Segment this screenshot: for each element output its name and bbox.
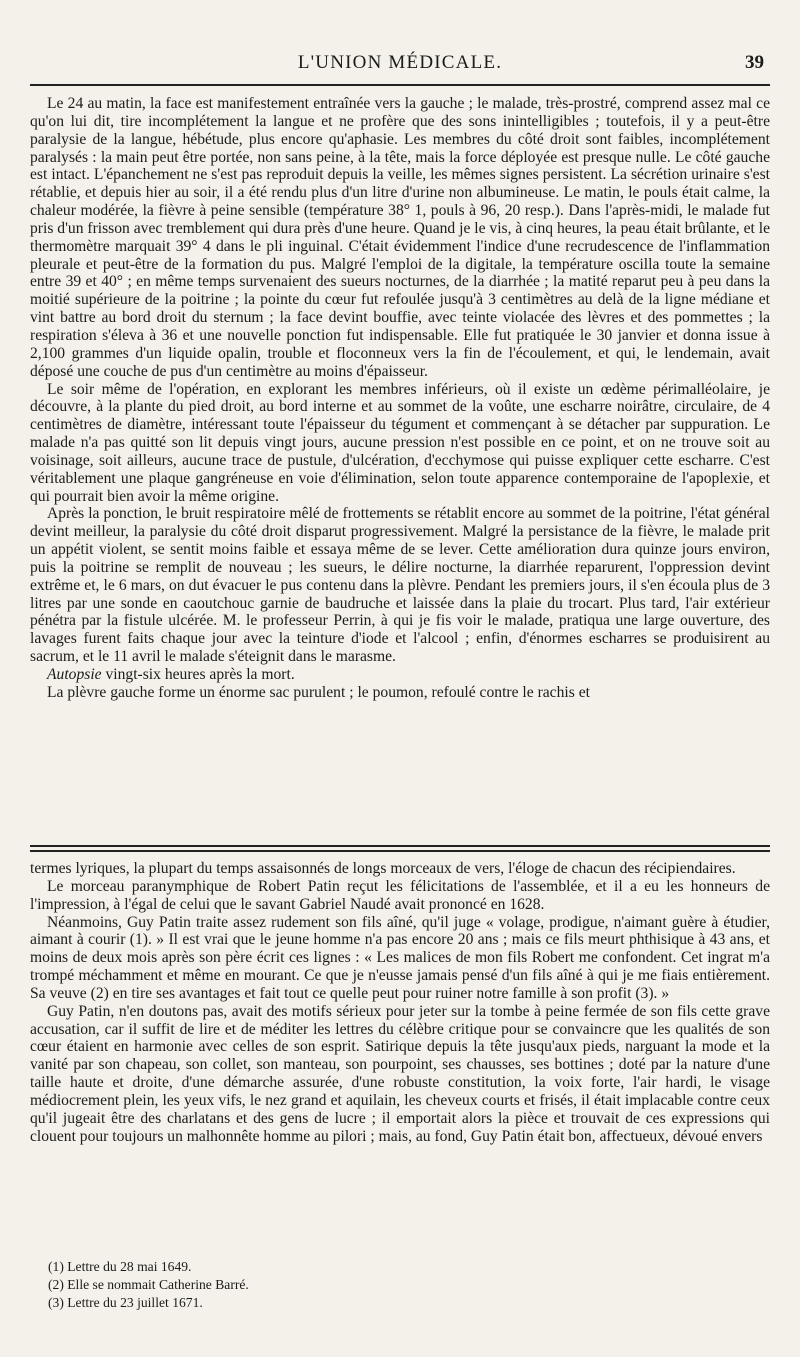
footnotes bbox=[48, 1258, 770, 1312]
journal-title: L'UNION MÉDICALE. bbox=[297, 52, 503, 73]
article-paragraph-3: Après la ponction, le bruit respiratoire mêlé de frottements se rétablit encore au sommet de la poitrine, l'état général devint meilleur, la paralysie du côté droit disparut progressivement. Malgré la persistance de la fièvre, le malade prit un appétit violent, se sentit moins faible et essaya même de se lever. Cette amélioration dura quinze jours environ, puis la poitrine se remplit de nouveau ; les sueurs, le délire nocturne, la diarrhée reparurent, l'oppression devint extrême et, le 6 mars, on dut évacuer le pus contenu dans la plèvre. Pendant les premiers jours, il s'en écoula plus de 3 litres par une sonde en caoutchouc garnie de baudruche et laissée dans la plaie du trocart. Plus tard, l'air extérieur pénétra par la fistule ulcérée. M. le professeur Perrin, à qui je fis voir le malade, pratiqua une large ouverture, des lavages furent faits chaque jour avec la teinture d'iode et l'alcool ; enfin, d'énormes escharres se produisirent au sacrum, et le 11 avril le malade s'éteignit dans le marasme. bbox=[30, 505, 770, 666]
article-paragraph-2: Le soir même de l'opération, en explorant les membres inférieurs, où il existe un œdème périmalléolaire, je découvre, à la plante du pied droit, au bord interne et au sommet de la voûte, une escharre noirâtre, circulaire, de 4 centimètres de diamètre, intéressant toute l'épaisseur du tégument et commençant à se détacher par suppuration. Le malade n'a pas quitté son lit depuis vingt jours, aucune pression n'est possible en ce point, et on ne trouve soit au voisinage, soit ailleurs, aucune trace de pustule, d'ulcération, d'ecchymose qui puisse expliquer cette escharre. C'est véritablement une plaque gangréneuse en voie d'élimination, selon toute apparence contemporaine de l'apoplexie, et qui pourrait bien avoir la même origine. bbox=[30, 380, 770, 505]
feuilleton-paragraph-4: Guy Patin, n'en doutons pas, avait des motifs sérieux pour jeter sur la tombe à peine fermée de son fils cette grave accusation, car il suffit de lire et de méditer les lettres du célèbre critique pour se convaincre que les qualités de son cœur étaient en harmonie avec celles de son esprit. Satirique depuis la tête jusqu'aux pieds, narguant la mode et la vanité par son chapeau, son collet, son manteau, son pourpoint, ses chausses, ses bottines ; doté par la nature d'une taille haute et droite, d'une démarche assurée, d'une robuste constitution, la voix forte, l'air hardi, le visage médiocrement plein, les yeux vifs, le nez grand et aquilain, les cheveux courts et frisés, il était implacable contre ceux qu'il jugeait être des charlatans et des gens de lucre ; il emportait alors la pièce et trouvait de ces expressions qui clouent pour toujours un malhonnête homme au pilori ; mais, au fond, Guy Patin était bon, affectueux, dévoué envers bbox=[30, 1002, 770, 1145]
feuilleton-separator bbox=[30, 845, 770, 852]
article-upper bbox=[30, 95, 770, 702]
footnote-3: (3) Lettre du 23 juillet 1671. bbox=[48, 1295, 203, 1310]
running-header bbox=[30, 48, 770, 80]
feuilleton-paragraph-2: Le morceau paranymphique de Robert Patin reçut les félicitations de l'assemblée, et il a eu les honneurs de l'impression, à l'égal de celui que le savant Gabriel Naudé avait prononcé en 1628. bbox=[30, 877, 770, 913]
footnote-1: (1) Lettre du 28 mai 1649. bbox=[48, 1259, 192, 1274]
header-rule bbox=[30, 84, 770, 86]
feuilleton-paragraph-3: Néanmoins, Guy Patin traite assez rudement son fils aîné, qu'il juge « volage, prodigue, n'aimant guère à étudier, aimant à courir (1). » Il est vrai que le jeune homme n'a pas encore 20 ans ; mais ce fils meurt phthisique à 43 ans, et moins de deux mois après son père écrit ces lignes : « Les malices de mon fils Robert me confondent. Cet ingrat m'a trompé méchamment et même en mourant. Ce que je n'eusse jamais pensé d'un fils aîné à qui je me fiais entièrement. Sa veuve (2) en tire ses avantages et fait tout ce quelle peut pour ruiner notre famille à son profit (3). » bbox=[30, 913, 770, 1002]
page-number: 39 bbox=[745, 52, 764, 73]
autopsy-rest: vingt-six heures après la mort. bbox=[101, 666, 295, 683]
article-paragraph-1: Le 24 au matin, la face est manifestement entraînée vers la gauche ; le malade, très-prostré, comprend assez mal ce qu'on lui dit, tire incomplétement la langue et ne profère que des sons inintelligibles ; toutefois, il y a peut-être paralysie de la langue, hébétude, plus encore qu'aphasie. Les membres du côté droit sont faibles, incomplétement paralysés : la main peut être portée, non sans peine, à la tête, mais la force déployée est presque nulle. Le côté gauche est intact. L'épanchement ne s'est pas reproduit depuis la veille, les mêmes signes persistent. La sécrétion urinaire s'est rétablie, et depuis hier au soir, il a été rendu plus d'un litre d'urine non albumineuse. Le matin, le pouls était calme, la chaleur modérée, la fièvre à peine sensible (température 38° 1, pouls à 96, 20 resp.). Dans l'après-midi, le malade fut pris d'un frisson avec tremblement qui dura près d'une heure. Quand je le vis, à cinq heures, la peau était brûlante, et le thermomètre marquait 39° 4 dans le pli inguinal. C'était évidemment l'indice d'une recrudescence de l'inflammation pleurale et peut-être de la formation du pus. Malgré l'emploi de la digitale, la température oscilla toute la semaine entre 39 et 40° ; en même temps survenaient des sueurs nocturnes, de la diarrhée ; la matité reparut peu à peu dans la moitié supérieure de la poitrine ; la pointe du cœur fut refoulée jusqu'à 3 centimètres au delà de la ligne médiane et vint battre au bord droit du sternum ; la face devint bouffie, avec teinte violacée des lèvres et des pommettes ; la respiration s'éleva à 36 et une nouvelle ponction fut indispensable. Elle fut pratiquée le 30 janvier et donna issue à 2,100 grammes d'un liquide opalin, trouble et floconneux vers la fin de l'écoulement, et qui, le lendemain, avait déposé une couche de pus d'un centimètre au moins d'épaisseur. bbox=[30, 95, 771, 380]
feuilleton bbox=[30, 860, 770, 1146]
article-paragraph-last: La plèvre gauche forme un énorme sac purulent ; le poumon, refoulé contre le rachis et bbox=[47, 683, 590, 701]
feuilleton-paragraph-1: termes lyriques, la plupart du temps assaisonnés de longs morceaux de vers, l'éloge de chacun des récipiendaires. bbox=[30, 860, 736, 877]
autopsy-lead: Autopsie bbox=[47, 666, 102, 683]
footnote-2: (2) Elle se nommait Catherine Barré. bbox=[48, 1277, 249, 1292]
autopsy-heading bbox=[30, 666, 770, 684]
